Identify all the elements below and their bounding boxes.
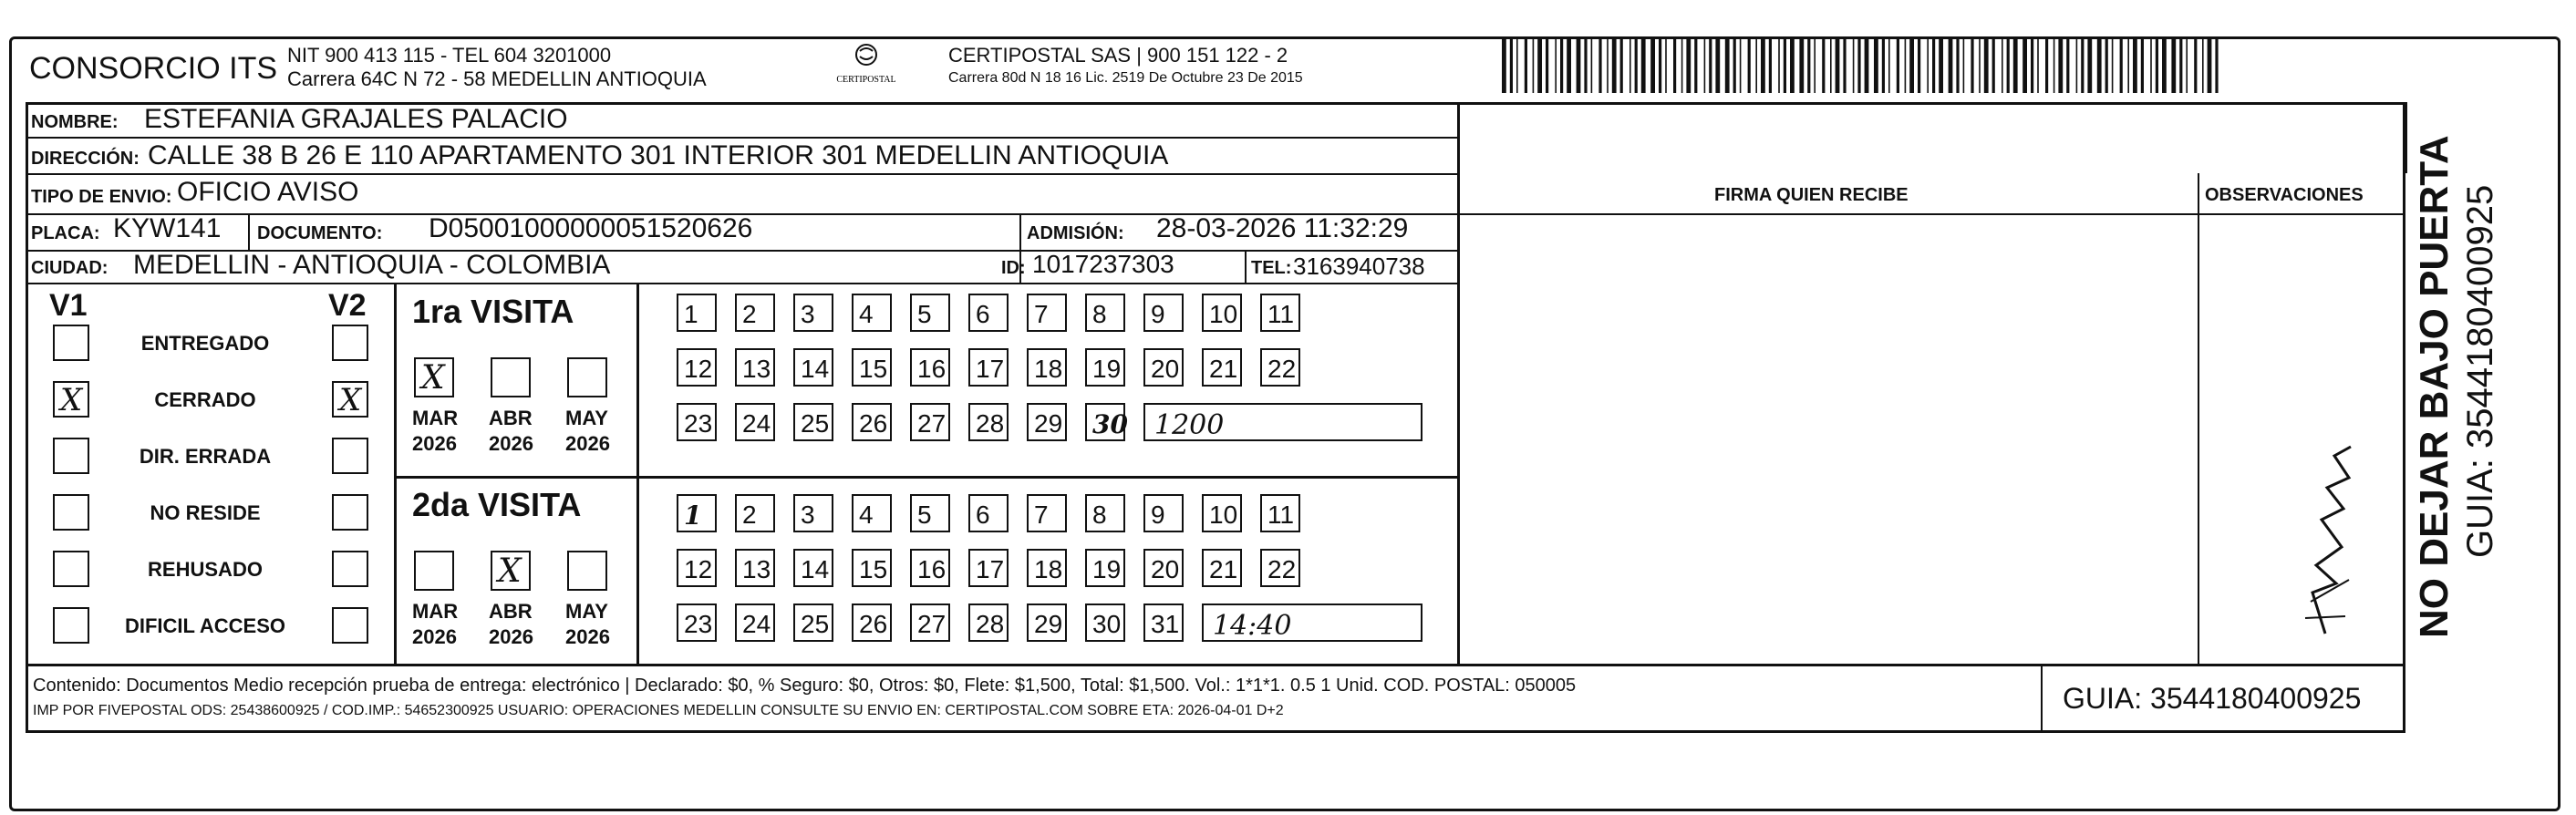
- city-label: CIUDAD:: [31, 258, 109, 278]
- day-number: 23: [684, 610, 713, 638]
- day-box[interactable]: [677, 604, 717, 642]
- v1-checkbox[interactable]: [53, 325, 89, 361]
- day-number: 3: [801, 300, 815, 328]
- day-box[interactable]: [852, 494, 892, 532]
- company-line-1: NIT 900 413 115 - TEL 604 3201000: [287, 44, 612, 67]
- day-number: 18: [1034, 555, 1063, 583]
- day-number: 28: [976, 409, 1005, 438]
- day-box[interactable]: [677, 348, 717, 387]
- day-box[interactable]: [910, 294, 950, 332]
- day-number: 12: [684, 555, 713, 583]
- day-box[interactable]: [677, 294, 717, 332]
- day-number: 21: [1209, 555, 1238, 583]
- day-box[interactable]: [1260, 294, 1300, 332]
- v2-checkbox[interactable]: [332, 607, 368, 644]
- day-box[interactable]: [1260, 348, 1300, 387]
- day-number: 13: [742, 355, 771, 383]
- month-year: 2026: [412, 432, 457, 455]
- day-box[interactable]: [910, 403, 950, 441]
- month-checkbox[interactable]: [491, 357, 531, 397]
- v2-checkbox[interactable]: [332, 494, 368, 531]
- day-number: 8: [1092, 500, 1107, 529]
- day-box[interactable]: [968, 494, 1009, 532]
- day-box[interactable]: [1202, 494, 1242, 532]
- status-label: DIR. ERRADA: [139, 445, 272, 468]
- day-box[interactable]: [968, 348, 1009, 387]
- plate-value: KYW141: [113, 213, 222, 243]
- carrier-line-1: CERTIPOSTAL SAS | 900 151 122 - 2: [948, 44, 1288, 67]
- day-number: 5: [917, 500, 932, 529]
- day-number: 17: [976, 355, 1005, 383]
- day-number: 20: [1151, 555, 1180, 583]
- imp-line: IMP POR FIVEPOSTAL ODS: 25438600925 / COD.IMP.: 54652300925 USUARIO: OPERACIONES MEDELLIN CONSULTE SU ENVIO EN: CERTIPOSTAL.COM SOBRE ETA: 2026-04-01 D+2: [33, 703, 1284, 718]
- visit-time: 1200: [1154, 409, 1225, 441]
- day-box[interactable]: [793, 494, 833, 532]
- day-box[interactable]: [677, 494, 717, 532]
- month-name: ABR: [489, 600, 533, 623]
- day-number: 1: [684, 300, 698, 328]
- day-number: 24: [742, 610, 771, 638]
- month-checkbox[interactable]: [491, 551, 531, 591]
- day-box[interactable]: [1202, 348, 1242, 387]
- day-box[interactable]: [1143, 549, 1184, 587]
- day-number: 10: [1209, 300, 1238, 328]
- day-number: 20: [1151, 355, 1180, 383]
- day-box[interactable]: [1143, 294, 1184, 332]
- day-number: 9: [1151, 500, 1165, 529]
- day-box[interactable]: [793, 549, 833, 587]
- v2-checkbox[interactable]: [332, 325, 368, 361]
- certipostal-logo: [830, 42, 903, 91]
- day-number: 21: [1209, 355, 1238, 383]
- day-number: 23: [684, 409, 713, 438]
- month-mark: X: [421, 359, 445, 397]
- v1-mark: X: [60, 382, 83, 418]
- day-box[interactable]: [793, 604, 833, 642]
- status-label: NO RESIDE: [150, 501, 261, 524]
- signature-header: FIRMA QUIEN RECIBE: [1714, 185, 1909, 205]
- visit1-title: 1ra VISITA: [412, 293, 574, 330]
- day-number: 25: [801, 409, 830, 438]
- day-number: 26: [859, 610, 888, 638]
- shipment-type: OFICIO AVISO: [177, 177, 359, 207]
- day-box[interactable]: [968, 294, 1009, 332]
- day-box[interactable]: [1027, 549, 1067, 587]
- day-number: 5: [917, 300, 932, 328]
- v1-checkbox[interactable]: [53, 607, 89, 644]
- day-box[interactable]: [1260, 494, 1300, 532]
- month-checkbox[interactable]: [414, 357, 454, 397]
- month-name: ABR: [489, 407, 533, 429]
- day-box[interactable]: [852, 294, 892, 332]
- status-label: DIFICIL ACCESO: [124, 614, 285, 637]
- day-number: 28: [976, 610, 1005, 638]
- day-number: 15: [859, 355, 888, 383]
- day-box[interactable]: [735, 604, 775, 642]
- address-label: DIRECCIÓN:: [31, 149, 140, 169]
- day-box[interactable]: [1085, 604, 1125, 642]
- day-box[interactable]: [1085, 348, 1125, 387]
- visit2-title: 2da VISITA: [412, 486, 582, 523]
- day-number: 31: [1151, 610, 1180, 638]
- day-number: 25: [801, 610, 830, 638]
- day-box[interactable]: [852, 403, 892, 441]
- day-number: 2: [742, 300, 757, 328]
- observations-header: OBSERVACIONES: [2205, 185, 2364, 205]
- day-box[interactable]: [1143, 604, 1184, 642]
- day-number: 12: [684, 355, 713, 383]
- day-box[interactable]: [1027, 348, 1067, 387]
- day-number: 2: [742, 500, 757, 529]
- barcode: [1500, 38, 2225, 93]
- day-number: 18: [1034, 355, 1063, 383]
- month-name: MAY: [565, 407, 608, 429]
- visit-time-box[interactable]: [1202, 604, 1422, 642]
- logo-icon: [830, 42, 903, 91]
- visit-time: 14:40: [1213, 610, 1292, 642]
- day-box[interactable]: [910, 348, 950, 387]
- v2-label: V2: [328, 288, 367, 323]
- tel-value: 3163940738: [1293, 253, 1425, 280]
- day-number: 16: [917, 555, 947, 583]
- name-label: NOMBRE:: [31, 112, 119, 132]
- day-box[interactable]: [910, 604, 950, 642]
- day-number: 13: [742, 555, 771, 583]
- v1-label: V1: [49, 288, 88, 323]
- side-guia: GUIA: 3544180400925: [2460, 184, 2500, 558]
- v1-checkbox[interactable]: [53, 494, 89, 531]
- v2-checkbox[interactable]: [332, 551, 368, 587]
- month-checkbox[interactable]: [567, 551, 607, 591]
- day-box[interactable]: [910, 549, 950, 587]
- day-box[interactable]: [735, 549, 775, 587]
- v1-checkbox[interactable]: [53, 551, 89, 587]
- day-number: 14: [801, 355, 830, 383]
- v2-checkbox[interactable]: [332, 381, 368, 418]
- logo-text: CERTIPOSTAL: [836, 75, 896, 85]
- plate-label: PLACA:: [31, 223, 100, 243]
- day-number: 30: [1092, 409, 1128, 439]
- v2-mark: X: [339, 382, 362, 418]
- day-box[interactable]: [852, 549, 892, 587]
- month-mark: X: [498, 552, 522, 590]
- day-box[interactable]: [910, 494, 950, 532]
- day-number: 22: [1267, 555, 1297, 583]
- day-box[interactable]: [1143, 348, 1184, 387]
- day-number: 8: [1092, 300, 1107, 328]
- carrier-line-2: Carrera 80d N 18 16 Lic. 2519 De Octubre 23 De 2015: [948, 70, 1303, 86]
- company-line-2: Carrera 64C N 72 - 58 MEDELLIN ANTIOQUIA: [287, 67, 707, 90]
- month-name: MAR: [412, 600, 459, 623]
- day-number: 6: [976, 300, 990, 328]
- day-box[interactable]: [968, 403, 1009, 441]
- status-label: REHUSADO: [148, 558, 263, 581]
- v2-checkbox[interactable]: [332, 438, 368, 474]
- day-box[interactable]: [1260, 549, 1300, 587]
- visit-time-box[interactable]: [1143, 403, 1422, 441]
- guia-box: GUIA: 3544180400925: [2063, 682, 2362, 715]
- day-number: 27: [917, 610, 947, 638]
- day-number: 6: [976, 500, 990, 529]
- day-box[interactable]: [1027, 604, 1067, 642]
- day-number: 11: [1267, 300, 1295, 328]
- day-number: 4: [859, 300, 874, 328]
- month-year: 2026: [489, 625, 533, 648]
- day-number: 29: [1034, 409, 1063, 438]
- day-box[interactable]: [677, 549, 717, 587]
- day-number: 22: [1267, 355, 1297, 383]
- day-number: 4: [859, 500, 874, 529]
- day-box[interactable]: [1085, 549, 1125, 587]
- day-box[interactable]: [968, 549, 1009, 587]
- day-number: 7: [1034, 500, 1049, 529]
- day-box[interactable]: [677, 403, 717, 441]
- admission-label: ADMISIÓN:: [1027, 223, 1124, 243]
- day-number: 9: [1151, 300, 1165, 328]
- type-label: TIPO DE ENVIO:: [31, 187, 172, 207]
- recipient-signature: [2261, 401, 2371, 638]
- day-box[interactable]: [1085, 403, 1128, 441]
- side-warning: NO DEJAR BAJO PUERTA: [2412, 135, 2457, 638]
- status-label: ENTREGADO: [140, 332, 270, 355]
- day-number: 26: [859, 409, 888, 438]
- month-checkbox[interactable]: [567, 357, 607, 397]
- month-year: 2026: [565, 625, 610, 648]
- day-box[interactable]: [735, 494, 775, 532]
- id-label: ID:: [1001, 258, 1026, 278]
- day-box[interactable]: [968, 604, 1009, 642]
- day-number: 7: [1034, 300, 1049, 328]
- tel-label: TEL:: [1251, 258, 1292, 278]
- day-number: 11: [1267, 500, 1295, 529]
- day-number: 1: [684, 500, 702, 531]
- day-box[interactable]: [1085, 294, 1125, 332]
- day-box[interactable]: [793, 294, 833, 332]
- month-year: 2026: [489, 432, 533, 455]
- id-value: 1017237303: [1032, 250, 1174, 278]
- day-box[interactable]: [1202, 549, 1242, 587]
- day-box[interactable]: [852, 604, 892, 642]
- status-label: CERRADO: [154, 388, 256, 411]
- day-box[interactable]: [1027, 403, 1067, 441]
- day-box[interactable]: [1202, 294, 1242, 332]
- day-number: 24: [742, 409, 771, 438]
- day-number: 29: [1034, 610, 1063, 638]
- day-box[interactable]: [1027, 294, 1067, 332]
- month-name: MAR: [412, 407, 459, 429]
- day-box[interactable]: [793, 403, 833, 441]
- day-number: 19: [1092, 555, 1122, 583]
- day-number: 19: [1092, 355, 1122, 383]
- company-name: CONSORCIO ITS: [29, 51, 278, 86]
- month-year: 2026: [565, 432, 610, 455]
- day-box[interactable]: [735, 294, 775, 332]
- document-label: DOCUMENTO:: [257, 223, 383, 243]
- v1-checkbox[interactable]: [53, 438, 89, 474]
- day-box[interactable]: [1027, 494, 1067, 532]
- day-number: 27: [917, 409, 947, 438]
- day-number: 15: [859, 555, 888, 583]
- recipient-address: CALLE 38 B 26 E 110 APARTAMENTO 301 INTERIOR 301 MEDELLIN ANTIOQUIA: [148, 140, 1169, 170]
- month-name: MAY: [565, 600, 608, 623]
- recipient-name: ESTEFANIA GRAJALES PALACIO: [144, 104, 568, 134]
- v1-checkbox[interactable]: [53, 381, 89, 418]
- day-box[interactable]: [735, 348, 775, 387]
- day-number: 3: [801, 500, 815, 529]
- day-number: 17: [976, 555, 1005, 583]
- day-number: 10: [1209, 500, 1238, 529]
- day-box[interactable]: [852, 348, 892, 387]
- day-box[interactable]: [793, 348, 833, 387]
- content-line: Contenido: Documentos Medio recepción prueba de entrega: electrónico | Declarado: $0, % Seguro: $0, Otros: $0, Flete: $1,500, Total: $1,500. Vol.: 1*1*1. 0.5 1 Unid. COD. POSTAL: 050005: [33, 676, 1577, 696]
- month-year: 2026: [412, 625, 457, 648]
- day-number: 30: [1092, 610, 1122, 638]
- day-number: 16: [917, 355, 947, 383]
- month-checkbox[interactable]: [414, 551, 454, 591]
- day-box[interactable]: [1143, 494, 1184, 532]
- day-number: 14: [801, 555, 830, 583]
- admission-value: 28-03-2026 11:32:29: [1156, 213, 1409, 243]
- document-value: D05001000000051520626: [429, 213, 753, 243]
- city-value: MEDELLIN - ANTIOQUIA - COLOMBIA: [133, 250, 611, 280]
- day-box[interactable]: [1085, 494, 1125, 532]
- day-box[interactable]: [735, 403, 775, 441]
